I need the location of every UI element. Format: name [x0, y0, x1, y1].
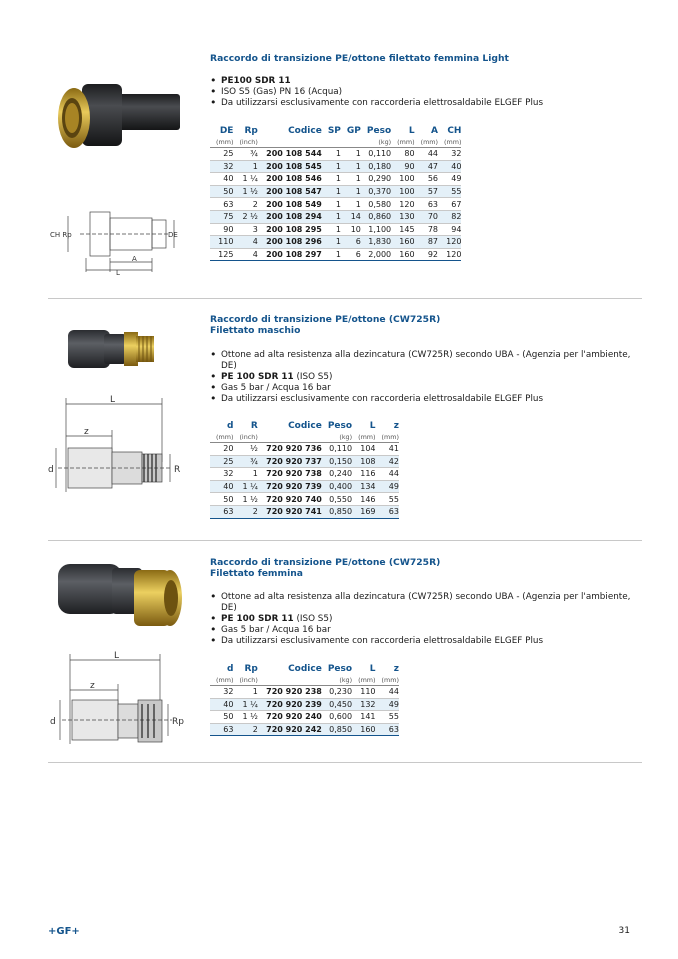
table-cell: 1 ½	[242, 187, 258, 197]
table-cell: 110	[360, 687, 376, 697]
section-title: Raccordo di transizione PE/ottone filettato femmina Light	[210, 53, 509, 64]
table-cell: 0,110	[329, 444, 353, 454]
feature-item-text: ISO S5 (Gas) PN 16 (Acqua)	[221, 87, 343, 97]
table-cell: 40	[223, 174, 234, 184]
dim-label-d: d	[48, 465, 54, 475]
column-header: Peso	[366, 125, 392, 136]
table-cell: 132	[360, 699, 376, 709]
table-cell: 44	[388, 469, 399, 479]
feature-item	[210, 625, 641, 636]
table-row	[210, 148, 461, 161]
page-number: 31	[618, 926, 630, 936]
column-unit	[258, 137, 322, 148]
table-cell: ¾	[250, 456, 258, 466]
table-cell: 87	[427, 237, 439, 247]
table-cell: 160	[399, 237, 415, 247]
section-subtitle: Filettato maschio	[210, 325, 301, 336]
table-row	[210, 468, 399, 481]
product-code: 720 920 740	[266, 494, 322, 504]
table-cell: 0,860	[368, 212, 392, 222]
table-cell: 1	[355, 161, 361, 171]
feature-item-bold: PE100 SDR 11	[221, 76, 291, 86]
table-cell: 1	[335, 161, 341, 171]
dim-label-l: L	[116, 269, 120, 276]
feature-item	[210, 592, 641, 614]
feature-item	[210, 383, 641, 394]
table-cell: 160	[399, 250, 415, 260]
table-row	[210, 505, 399, 518]
spec-table-2	[210, 419, 399, 519]
feature-item-text: (ISO S5)	[293, 372, 333, 382]
column-header: GP	[346, 125, 361, 136]
column-header: SP	[327, 125, 341, 136]
product-code: 720 920 238	[266, 687, 322, 697]
section-subtitle: Filettato femmina	[210, 568, 303, 579]
table-cell: 40	[223, 699, 234, 709]
column-unit: (mm)	[376, 675, 399, 686]
column-unit: (mm)	[210, 137, 233, 148]
table-cell: 57	[427, 187, 439, 197]
table-cell: 32	[223, 687, 234, 697]
column-header: d	[226, 420, 234, 431]
feature-item-text: Da utilizzarsi esclusivamente con raccorderia elettrosaldabile ELGEF Plus	[221, 636, 544, 646]
table-cell: 1	[355, 199, 361, 209]
column-header: z	[393, 420, 399, 431]
table-cell: 120	[399, 199, 415, 209]
table-cell: 50	[223, 187, 234, 197]
column-header: L	[369, 663, 376, 674]
column-unit: (mm)	[210, 675, 233, 686]
table-cell: 1	[335, 174, 341, 184]
table-cell: 160	[360, 725, 376, 735]
table-cell: 2	[252, 725, 258, 735]
table-row	[210, 480, 399, 493]
feature-list	[210, 350, 641, 405]
column-header: z	[393, 663, 399, 674]
column-header: Codice	[288, 125, 322, 136]
table-cell: 55	[388, 494, 399, 504]
product-code: 200 108 545	[266, 161, 322, 171]
column-unit	[322, 137, 341, 148]
feature-item-text: Gas 5 bar / Acqua 16 bar	[221, 383, 331, 393]
feature-item-text: Ottone ad alta resistenza alla dezincatura (CW725R) secondo UBA - (Agenzia per l'ambiente, DE)	[221, 350, 631, 371]
feature-list	[210, 592, 641, 647]
column-unit: (mm)	[352, 432, 375, 443]
table-cell: 1 ¼	[242, 482, 258, 492]
table-row	[210, 185, 461, 198]
table-cell: 75	[223, 212, 234, 222]
product-code: 200 108 294	[266, 212, 322, 222]
table-cell: 40	[451, 161, 462, 171]
table-cell: 2	[252, 507, 258, 517]
table-cell: 104	[360, 444, 376, 454]
column-unit	[258, 675, 322, 686]
product-code: 200 108 297	[266, 250, 322, 260]
feature-item-text: Da utilizzarsi esclusivamente con raccorderia elettrosaldabile ELGEF Plus	[221, 98, 544, 108]
technical-drawing-2	[48, 392, 198, 502]
table-cell: 70	[427, 212, 439, 222]
table-cell: 63	[223, 725, 234, 735]
table-cell: 1	[355, 187, 361, 197]
product-code: 200 108 544	[266, 149, 322, 159]
column-header: Codice	[288, 420, 322, 431]
table-cell: 82	[451, 212, 462, 222]
table-row	[210, 723, 399, 736]
product-code: 720 920 738	[266, 469, 322, 479]
column-unit: (kg)	[322, 432, 352, 443]
table-cell: 32	[223, 469, 234, 479]
table-cell: 0,290	[368, 174, 392, 184]
table-cell: 63	[388, 507, 399, 517]
table-cell: 49	[451, 174, 462, 184]
feature-item	[210, 76, 543, 87]
dim-label-de: DE	[168, 231, 178, 239]
product-code: 720 920 739	[266, 482, 322, 492]
feature-item	[210, 350, 641, 372]
product-photo-female	[56, 556, 186, 640]
table-cell: 2 ½	[242, 212, 258, 222]
column-header: DE	[219, 125, 234, 136]
technical-drawing-3	[48, 646, 198, 750]
feature-item	[210, 372, 641, 383]
table-cell: 44	[427, 149, 439, 159]
table-cell: 0,580	[368, 199, 392, 209]
column-header: R	[250, 420, 258, 431]
table-cell: 100	[399, 174, 415, 184]
table-cell: 1	[355, 149, 361, 159]
table-cell: 49	[388, 482, 399, 492]
table-cell: ½	[250, 444, 258, 454]
table-cell: 63	[427, 199, 439, 209]
table-cell: 120	[446, 237, 462, 247]
table-cell: 0,230	[329, 687, 353, 697]
spec-table-3	[210, 662, 399, 736]
column-header: Peso	[327, 663, 353, 674]
table-cell: 0,180	[368, 161, 392, 171]
table-cell: 14	[350, 212, 361, 222]
column-header: Peso	[327, 420, 353, 431]
column-header: Rp	[244, 663, 258, 674]
product-code: 200 108 549	[266, 199, 322, 209]
table-cell: 1	[252, 687, 258, 697]
dim-label-l: L	[110, 395, 116, 405]
table-row	[210, 210, 461, 223]
table-cell: 116	[360, 469, 376, 479]
table-row	[210, 248, 461, 261]
table-row	[210, 236, 461, 249]
table-cell: 0,150	[329, 456, 353, 466]
table-cell: 50	[223, 712, 234, 722]
table-cell: 1	[335, 250, 341, 260]
dim-label-d: d	[50, 717, 56, 727]
feature-item	[210, 394, 641, 405]
dim-label-rp: Rp	[172, 717, 184, 727]
table-row	[210, 443, 399, 456]
table-cell: 1	[355, 174, 361, 184]
table-cell: 1	[335, 187, 341, 197]
table-cell: 0,850	[329, 725, 353, 735]
dim-label-r: R	[174, 465, 181, 475]
feature-item-bold: PE 100 SDR 11	[221, 372, 294, 382]
table-cell: 0,370	[368, 187, 392, 197]
product-code: 200 108 296	[266, 237, 322, 247]
table-cell: 100	[399, 187, 415, 197]
column-unit: (inch)	[233, 137, 257, 148]
product-code: 720 920 736	[266, 444, 322, 454]
section-divider	[48, 540, 642, 541]
table-cell: 110	[218, 237, 234, 247]
table-cell: 49	[388, 699, 399, 709]
table-row	[210, 711, 399, 724]
section-title: Raccordo di transizione PE/ottone (CW725R)	[210, 314, 441, 325]
table-cell: 50	[223, 494, 234, 504]
table-cell: 108	[360, 456, 376, 466]
table-cell: 1 ½	[242, 494, 258, 504]
table-cell: 25	[223, 149, 234, 159]
column-header: L	[408, 125, 415, 136]
table-cell: 90	[404, 161, 415, 171]
column-unit: (mm)	[376, 432, 399, 443]
table-row	[210, 223, 461, 236]
table-cell: 134	[360, 482, 376, 492]
table-cell: 63	[223, 199, 234, 209]
table-cell: 0,240	[329, 469, 353, 479]
column-unit: (mm)	[391, 137, 414, 148]
column-unit: (inch)	[233, 432, 257, 443]
dim-label-a: A	[132, 255, 137, 263]
dim-label-z: z	[90, 681, 95, 691]
column-header: A	[431, 125, 439, 136]
product-code: 720 920 240	[266, 712, 322, 722]
table-cell: 42	[388, 456, 399, 466]
table-cell: 0,110	[368, 149, 392, 159]
table-cell: 1	[335, 199, 341, 209]
table-cell: 125	[218, 250, 234, 260]
table-cell: 55	[388, 712, 399, 722]
product-photo-male	[64, 322, 164, 380]
table-cell: 78	[427, 224, 439, 234]
table-cell: 141	[360, 712, 376, 722]
table-cell: 3	[252, 224, 258, 234]
column-unit	[341, 137, 361, 148]
column-unit: (mm)	[210, 432, 233, 443]
table-cell: 44	[388, 687, 399, 697]
table-cell: 169	[360, 507, 376, 517]
table-cell: 67	[451, 199, 462, 209]
product-code: 200 108 295	[266, 224, 322, 234]
table-cell: 146	[360, 494, 376, 504]
product-code: 200 108 547	[266, 187, 322, 197]
product-code: 720 920 737	[266, 456, 322, 466]
table-cell: 1	[252, 469, 258, 479]
feature-item-text: (ISO S5)	[293, 614, 333, 624]
table-row	[210, 686, 399, 699]
feature-item	[210, 87, 543, 98]
column-unit: (kg)	[361, 137, 391, 148]
gf-logo: +GF+	[48, 926, 80, 937]
table-cell: 4	[252, 250, 258, 260]
table-row	[210, 455, 399, 468]
column-unit: (mm)	[438, 137, 461, 148]
section-title: Raccordo di transizione PE/ottone (CW725R)	[210, 557, 441, 568]
table-cell: 1	[335, 212, 341, 222]
table-cell: 63	[223, 507, 234, 517]
table-cell: 1 ¼	[242, 174, 258, 184]
product-code: 720 920 239	[266, 699, 322, 709]
table-cell: 10	[350, 224, 361, 234]
table-cell: 0,450	[329, 699, 353, 709]
column-header: d	[226, 663, 234, 674]
feature-item	[210, 98, 543, 109]
table-cell: 6	[355, 250, 361, 260]
table-cell: 32	[223, 161, 234, 171]
table-cell: 63	[388, 725, 399, 735]
table-row	[210, 493, 399, 506]
spec-table-1	[210, 124, 461, 261]
product-code: 720 920 741	[266, 507, 322, 517]
dim-label-z: z	[84, 427, 89, 437]
feature-item-text: Gas 5 bar / Acqua 16 bar	[221, 625, 331, 635]
product-photo-female-light	[52, 80, 182, 160]
table-cell: 1	[335, 149, 341, 159]
table-row	[210, 698, 399, 711]
table-cell: 0,850	[329, 507, 353, 517]
table-cell: 32	[451, 149, 462, 159]
table-cell: 94	[451, 224, 462, 234]
table-cell: 0,400	[329, 482, 353, 492]
table-cell: 90	[223, 224, 234, 234]
table-cell: 1 ¼	[242, 699, 258, 709]
table-cell: 6	[355, 237, 361, 247]
table-row	[210, 198, 461, 211]
table-cell: 2	[252, 199, 258, 209]
table-cell: 120	[446, 250, 462, 260]
table-cell: 145	[399, 224, 415, 234]
column-header: L	[369, 420, 376, 431]
column-unit	[258, 432, 322, 443]
table-cell: 56	[427, 174, 439, 184]
technical-drawing-1	[50, 206, 190, 276]
table-cell: 0,550	[329, 494, 353, 504]
section-divider	[48, 762, 642, 763]
table-cell: 1,100	[368, 224, 392, 234]
table-row	[210, 173, 461, 186]
feature-list	[210, 76, 543, 109]
table-cell: 47	[427, 161, 439, 171]
dim-label-ch-rp: CH Rp	[50, 231, 72, 239]
dim-label-l: L	[114, 651, 120, 661]
table-row	[210, 160, 461, 173]
section-divider	[48, 298, 642, 299]
table-cell: 1	[252, 161, 258, 171]
table-cell: 41	[388, 444, 399, 454]
table-cell: 1	[335, 237, 341, 247]
table-cell: 55	[451, 187, 462, 197]
feature-item-text: Da utilizzarsi esclusivamente con raccorderia elettrosaldabile ELGEF Plus	[221, 394, 544, 404]
feature-item-text: Ottone ad alta resistenza alla dezincatura (CW725R) secondo UBA - (Agenzia per l'ambiente, DE)	[221, 592, 631, 613]
table-cell: 1	[335, 224, 341, 234]
table-cell: 4	[252, 237, 258, 247]
table-cell: 80	[404, 149, 415, 159]
product-code: 200 108 546	[266, 174, 322, 184]
table-cell: 25	[223, 456, 234, 466]
column-unit: (mm)	[415, 137, 438, 148]
column-unit: (kg)	[322, 675, 352, 686]
column-header: Rp	[244, 125, 258, 136]
feature-item	[210, 614, 641, 625]
column-unit: (mm)	[352, 675, 375, 686]
column-header: Codice	[288, 663, 322, 674]
table-cell: ¾	[250, 149, 258, 159]
table-cell: 20	[223, 444, 234, 454]
feature-item	[210, 636, 641, 647]
column-unit: (inch)	[233, 675, 257, 686]
product-code: 720 920 242	[266, 725, 322, 735]
table-cell: 92	[427, 250, 439, 260]
table-cell: 2,000	[368, 250, 392, 260]
table-cell: 0,600	[329, 712, 353, 722]
column-header: CH	[447, 125, 462, 136]
table-cell: 1,830	[368, 237, 392, 247]
table-cell: 1 ½	[242, 712, 258, 722]
table-cell: 40	[223, 482, 234, 492]
table-cell: 130	[399, 212, 415, 222]
feature-item-bold: PE 100 SDR 11	[221, 614, 294, 624]
